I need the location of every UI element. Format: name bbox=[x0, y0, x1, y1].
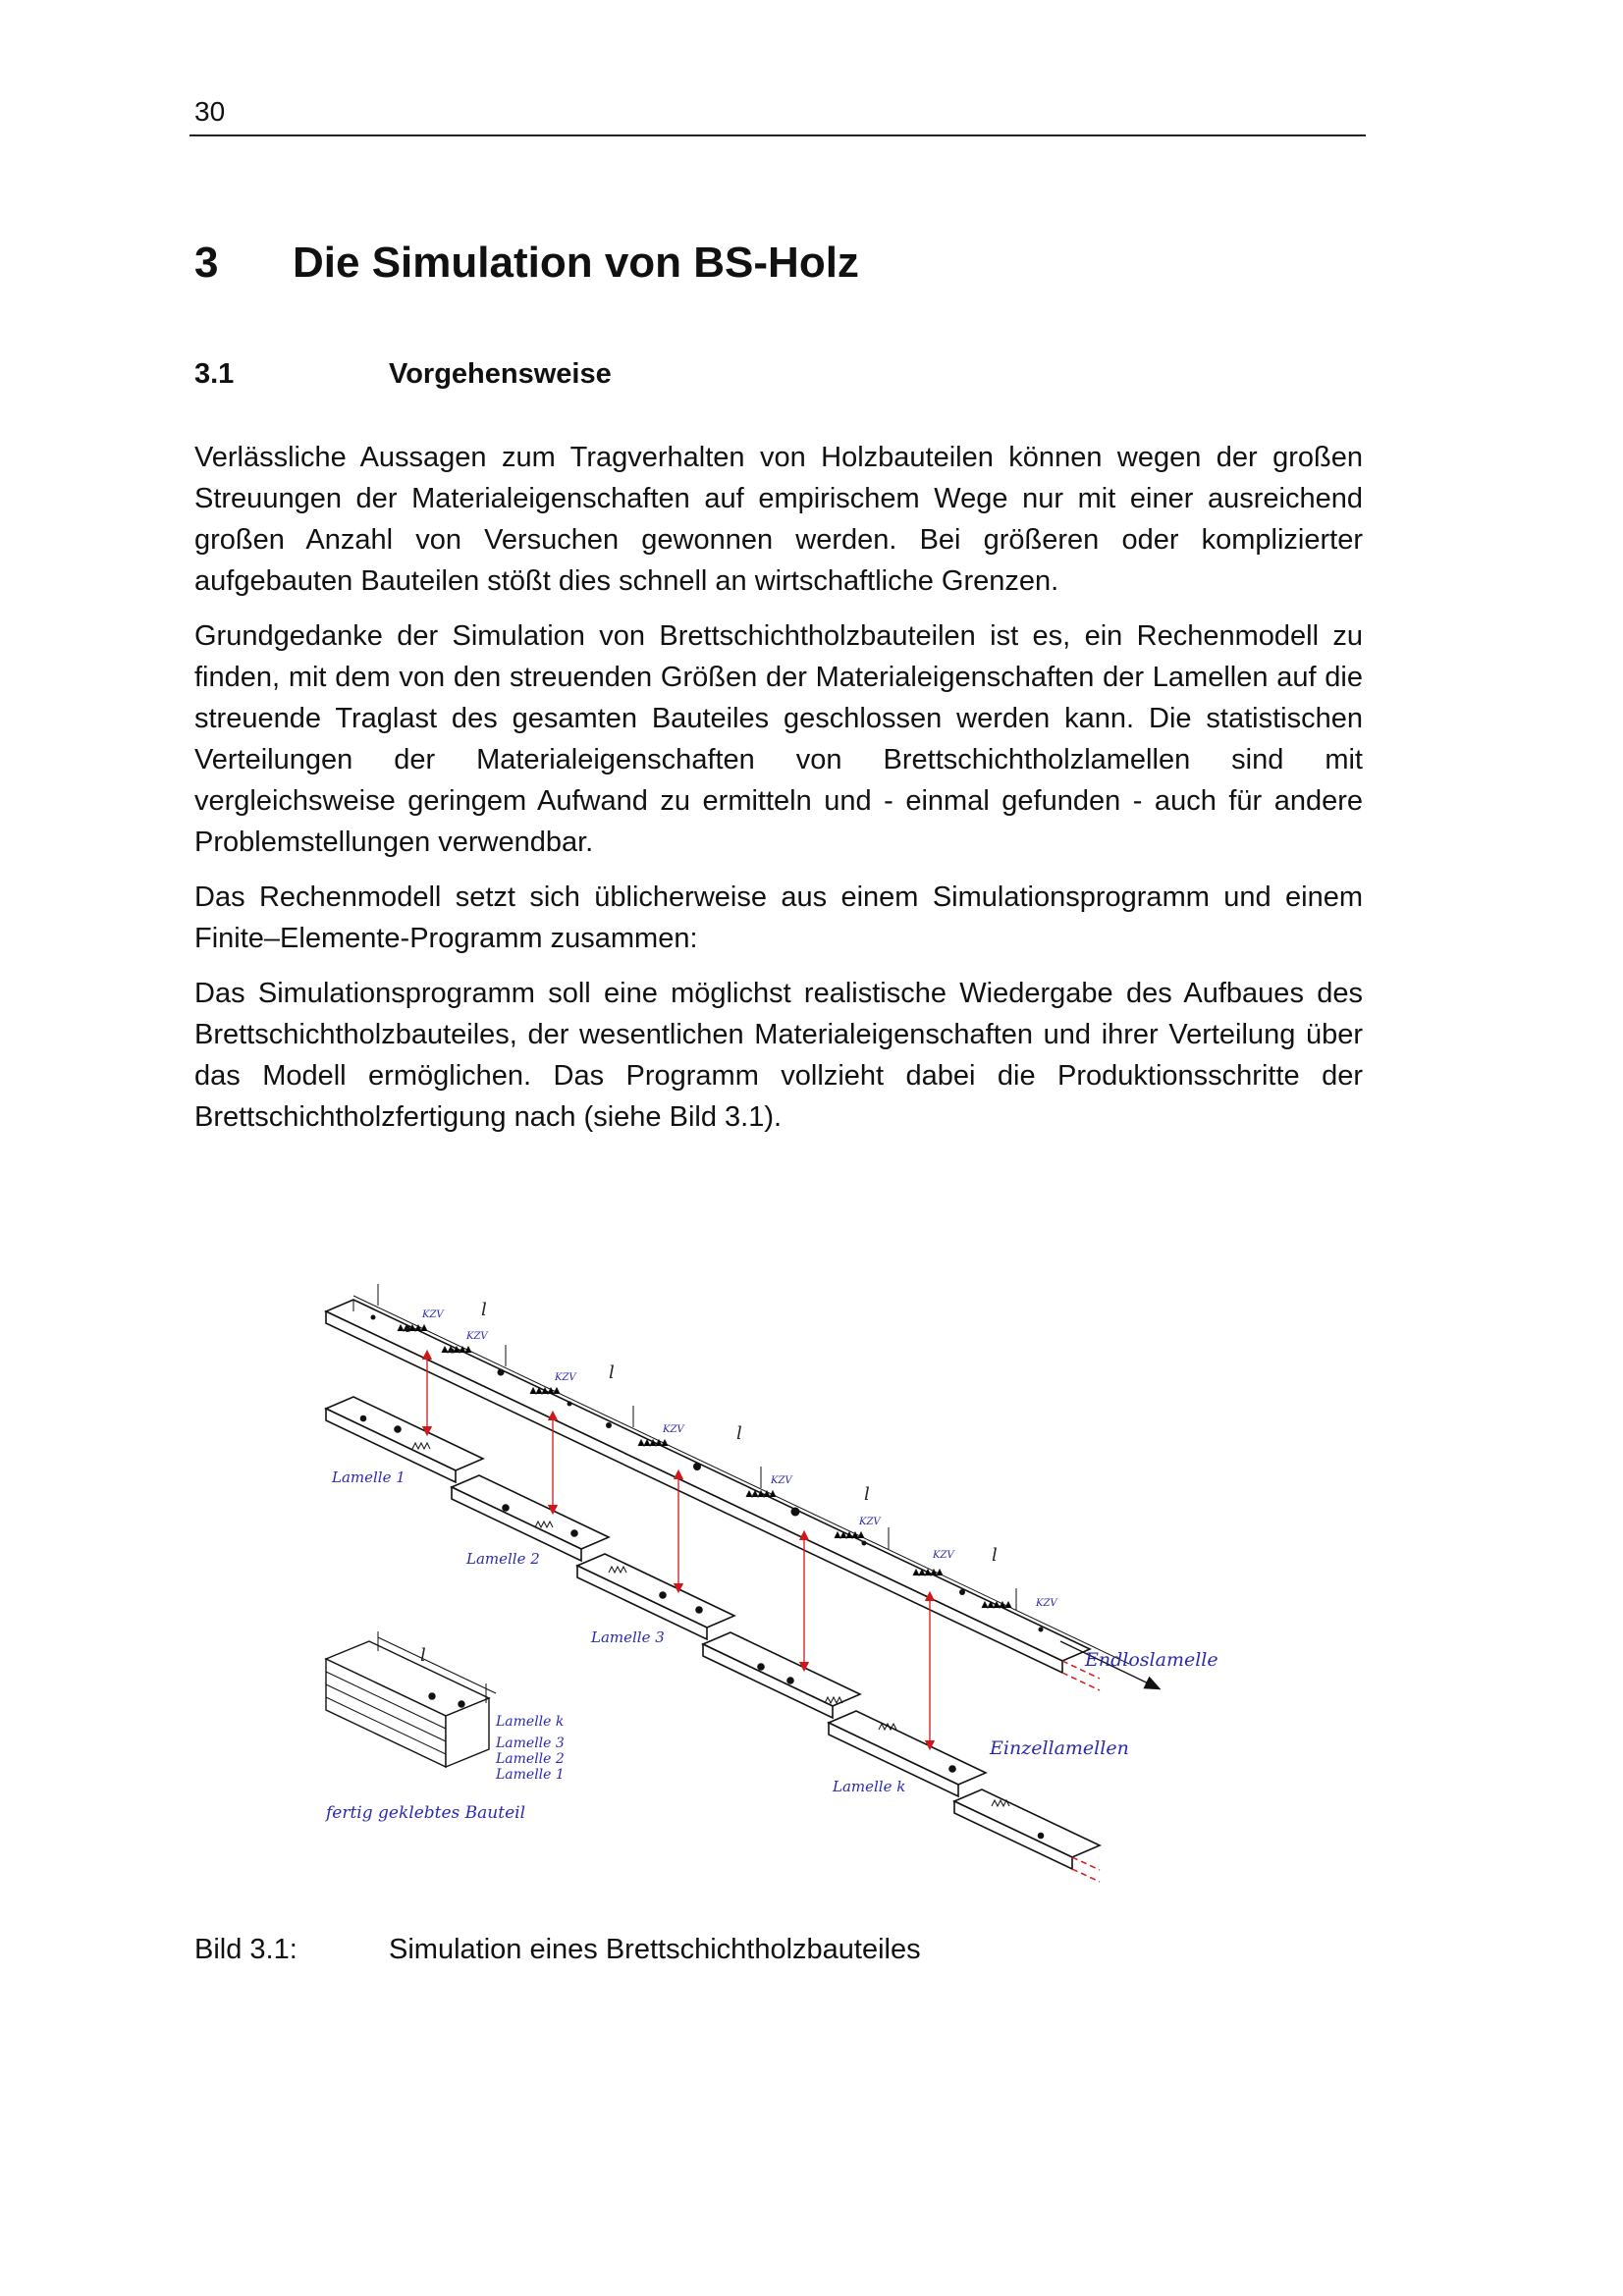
glued-component bbox=[326, 1631, 496, 1767]
paragraph: Das Simulationsprogramm soll eine möglichst realistische Wiedergabe des Aufbaues des Brettschichtholzbauteiles, der wesentlichen Materialeigenschaften und ihrer Verteilung über das Modell ermöglichen. Das Programm vollzieht dabei die Produktionsschritte der Brettschichtholzfertigung nach (siehe Bild 3.1). bbox=[194, 978, 1363, 1133]
kzv-label: KZV bbox=[555, 1372, 576, 1383]
section-title: Vorgehensweise bbox=[389, 358, 612, 390]
kzv-label: KZV bbox=[1036, 1598, 1057, 1609]
figure-simulation bbox=[314, 1256, 1257, 1885]
chapter-heading bbox=[194, 239, 859, 288]
single-lamella-2 bbox=[452, 1475, 609, 1561]
length-label: l bbox=[864, 1484, 870, 1505]
page-number: 30 bbox=[194, 96, 226, 127]
stack-label: Lamelle 2 bbox=[496, 1751, 565, 1767]
lamella-label: Lamelle 3 bbox=[591, 1629, 665, 1646]
length-label: l bbox=[736, 1423, 742, 1444]
single-lamella-last bbox=[954, 1789, 1100, 1869]
length-label: l bbox=[420, 1645, 426, 1666]
chapter-number: 3 bbox=[194, 239, 219, 287]
kzv-label: KZV bbox=[859, 1517, 881, 1527]
single-label: Einzellamellen bbox=[990, 1737, 1129, 1759]
lamella-label: Lamelle 2 bbox=[466, 1550, 540, 1568]
length-label: l bbox=[992, 1545, 998, 1566]
endless-label: Endloslamelle bbox=[1085, 1649, 1218, 1671]
header-rule bbox=[189, 134, 1366, 136]
caption-label: Bild 3.1: bbox=[194, 1934, 298, 1965]
figure-drawing bbox=[314, 1256, 1257, 1885]
paragraph: Grundgedanke der Simulation von Brettschichtholzbauteilen ist es, ein Rechenmodell zu finden, mit dem von den streuenden Größen der Materialeigenschaften der Lamellen auf die streuende Traglast des gesamten Bauteiles geschlossen werden kann. Die statistischen Verteilungen der Materialeigenschaften von Brettschichtholzlamellen sind mit vergleichsweise geringem Aufwand zu ermitteln und - einmal gefunden - auch für andere Problemstellungen verwendbar. bbox=[194, 620, 1363, 858]
kzv-label: KZV bbox=[933, 1550, 954, 1561]
single-dashes bbox=[1072, 1857, 1100, 1882]
section-heading bbox=[194, 358, 612, 391]
length-label: l bbox=[609, 1362, 615, 1383]
paragraph: Das Rechenmodell setzt sich üblicherweise aus einem Simulationsprogramm und einem Finite–Elemente-Programm zusammen: bbox=[194, 881, 1363, 954]
single-lamella-3 bbox=[577, 1554, 734, 1639]
caption-text: Simulation eines Brettschichtholzbauteiles bbox=[389, 1934, 921, 1965]
length-label: l bbox=[481, 1300, 487, 1320]
lamella-label: Lamelle 1 bbox=[332, 1468, 406, 1486]
kzv-label: KZV bbox=[422, 1309, 444, 1320]
kzv-label: KZV bbox=[466, 1331, 488, 1342]
figure-caption bbox=[194, 1934, 921, 1966]
glued-label: fertig geklebtes Bauteil bbox=[326, 1803, 526, 1823]
paragraph: Verlässliche Aussagen zum Tragverhalten von Holzbauteilen können wegen der großen Streuungen der Materialeigenschaften auf empirischem Wege nur mit einer ausreichend großen Anzahl von Versuchen gewonnen werden. Bei größeren oder komplizierter aufgebauten Bauteilen stößt dies schnell an wirtschaftliche Grenzen. bbox=[194, 442, 1363, 597]
section-number: 3.1 bbox=[194, 358, 235, 390]
stack-label: Lamelle k bbox=[496, 1714, 565, 1730]
stack-label: Lamelle 1 bbox=[496, 1767, 565, 1783]
single-lamella-4 bbox=[703, 1632, 860, 1718]
body-text bbox=[194, 437, 1363, 1151]
chapter-title: Die Simulation von BS-Holz bbox=[293, 239, 859, 287]
stack-label: Lamelle 3 bbox=[496, 1735, 565, 1751]
lamella-label: Lamelle k bbox=[833, 1778, 906, 1795]
kzv-label: KZV bbox=[771, 1475, 792, 1486]
kzv-label: KZV bbox=[663, 1424, 684, 1435]
